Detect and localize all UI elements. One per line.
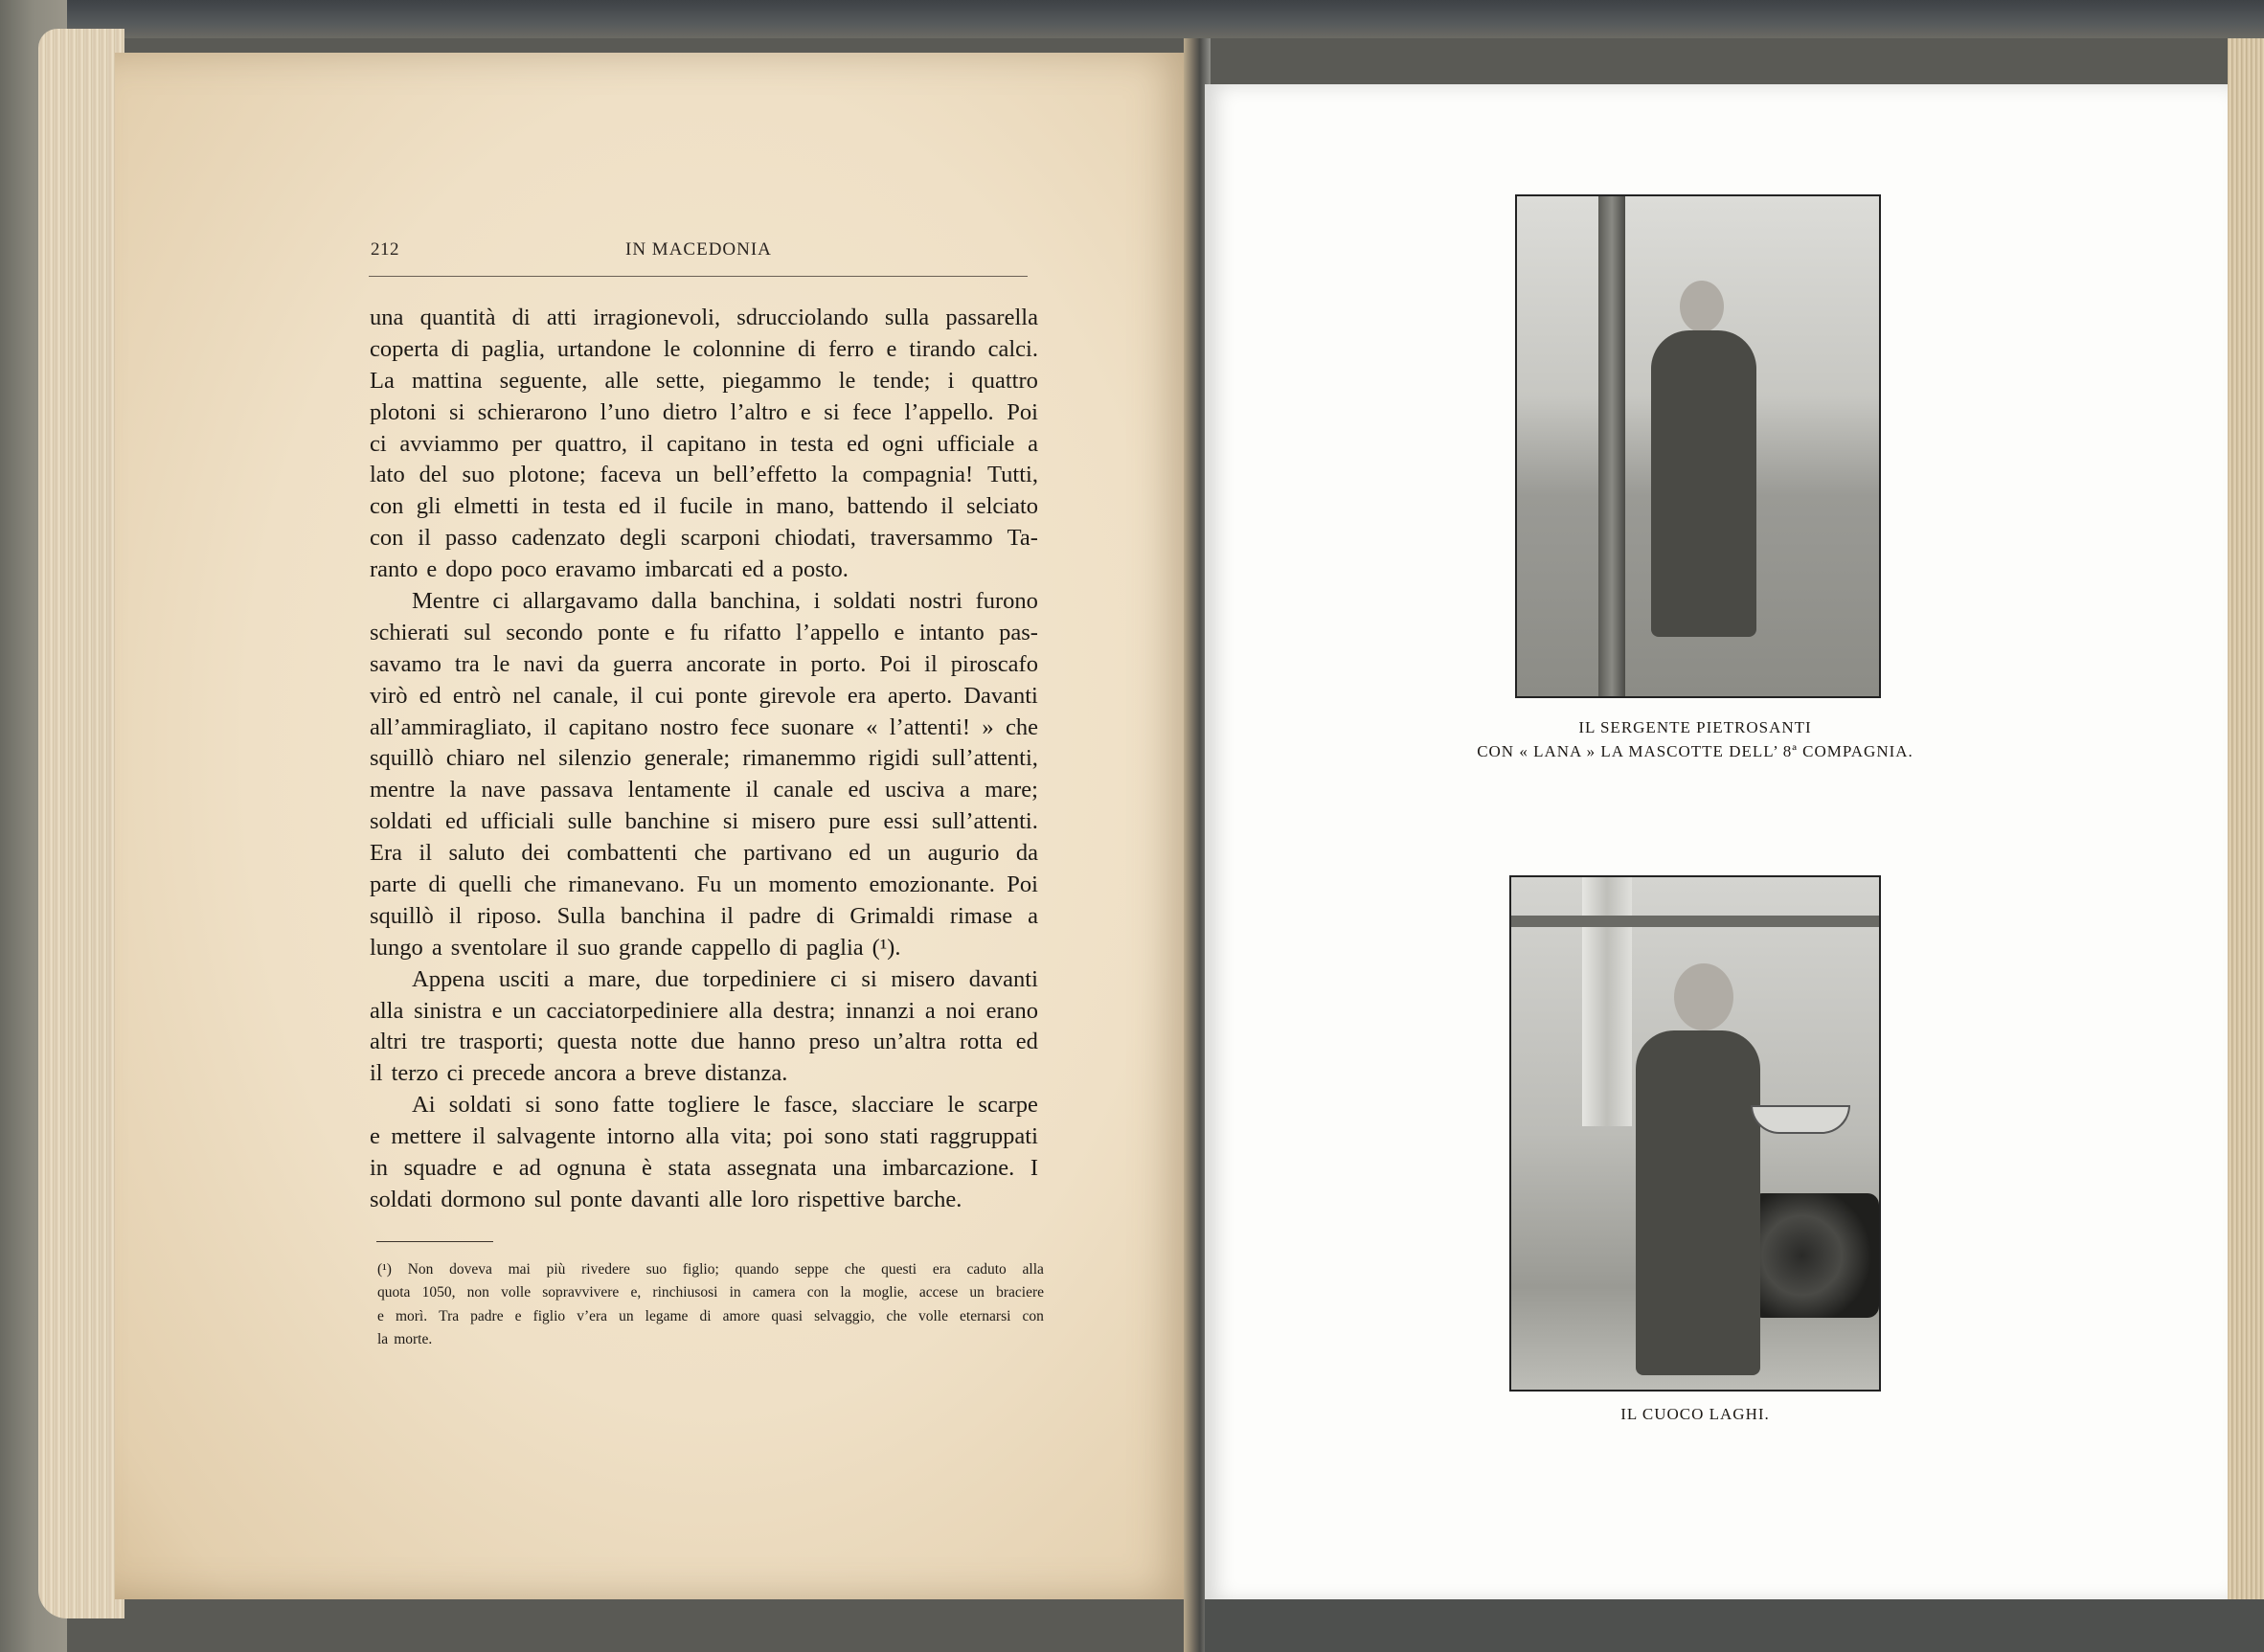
text-line: e morì. Tra padre e figlio v’era un legame di amore quasi selvaggio, che volle eternarsi con [377, 1307, 1044, 1324]
text-line: altri tre trasporti; questa notte due hanno preso un’altra rotta ed [370, 1029, 1038, 1055]
text-line: con gli elmetti in testa ed il fucile in mano, battendo il selciato [370, 493, 1038, 520]
table-surface [1205, 1599, 2264, 1652]
text-line: una quantità di atti irragionevoli, sdrucciolando sulla passarella [370, 305, 1038, 330]
text-line: La mattina seguente, alle sette, piegammo le tende; i quattro [370, 367, 1038, 394]
text-line: lato del suo plotone; faceva un bell’effetto la compagnia! Tutti, [370, 462, 1038, 488]
text-line: Appena usciti a mare, due torpediniere ci si misero davanti [412, 965, 1038, 992]
text-line: squillò chiaro nel silenzio generale; rimanemmo rigidi sull’attenti, [370, 745, 1038, 772]
page-number: 212 [371, 239, 399, 260]
header-rule [369, 276, 1028, 277]
photo-cook [1509, 875, 1881, 1392]
text-line: con il passo cadenzato degli scarponi chiodati, traversammo Ta- [370, 525, 1038, 552]
text-line: e mettere il salvagente intorno alla vita; poi sono stati raggruppati [370, 1123, 1038, 1150]
machinery [1751, 1193, 1879, 1318]
text-line: soldati dormono sul ponte davanti alle loro rispettive barche. [370, 1186, 962, 1212]
footnote-rule [376, 1241, 493, 1242]
stone-column [1582, 877, 1632, 1126]
text-line: virò ed entrò nel canale, il cui ponte girevole era aperto. Davanti [370, 682, 1038, 709]
text-line: mentre la nave passava lentamente il canale ed usciva a mare; [370, 777, 1038, 803]
text-line: quota 1050, non volle sopravvivere e, rinchiusosi in camera con la moglie, accese un braciere [377, 1284, 1044, 1301]
text-line: in squadre e ad ognuna è stata assegnata una imbarcazione. I [370, 1155, 1038, 1182]
body-text [370, 303, 1038, 1216]
text-line: squillò il riposo. Sulla banchina il padre di Grimaldi rimase a [370, 902, 1038, 929]
text-line: lungo a sventolare il suo grande cappello di paglia (¹). [370, 934, 901, 961]
running-head: IN MACEDONIA [625, 239, 772, 260]
text-line: ranto e dopo poco eravamo imbarcati ed a posto. [370, 556, 849, 583]
text-line: coperta di paglia, urtandone le colonnine di ferro e tirando calci. [370, 335, 1038, 362]
text-line: plotoni si schierarono l’uno dietro l’altro e si fece l’appello. Poi [370, 398, 1038, 425]
text-line: Ai soldati si sono fatte togliere le fasce, slacciare le scarpe [412, 1092, 1038, 1119]
book-binding-top [0, 0, 2264, 38]
text-line: la morte. [377, 1330, 433, 1347]
figure-head [1680, 281, 1724, 332]
caption-photo-1-line-1: IL SERGENTE PIETROSANTI [1578, 718, 1812, 736]
page-edges-left [38, 29, 125, 1618]
text-line: il terzo ci precede ancora a breve distanza. [370, 1060, 788, 1087]
text-line: parte di quelli che rimanevano. Fu un momento emozionante. Poi [370, 871, 1038, 898]
text-line: all’ammiragliato, il capitano nostro fece suonare « l’attenti! » che [370, 713, 1038, 740]
footnote [377, 1258, 1044, 1351]
page-edges-right [2228, 38, 2264, 1647]
cooking-pan [1751, 1105, 1850, 1134]
text-line: schierati sul secondo ponte e fu rifatto l’appello e intanto pas- [370, 619, 1038, 645]
text-line: ci avviammo per quattro, il capitano in testa ed ogni ufficiale a [370, 430, 1038, 457]
photo-sergeant [1515, 194, 1881, 698]
caption-photo-1-line-2: CON « LANA » LA MASCOTTE DELL’ 8ª COMPAGNIA. [1477, 742, 1913, 760]
wooden-pole [1598, 196, 1625, 696]
text-line: savamo tra le navi da guerra ancorate in porto. Poi il piroscafo [370, 650, 1038, 677]
caption-photo-2: IL CUOCO LAGHI. [1620, 1405, 1770, 1423]
text-line: Mentre ci allargavamo dalla banchina, i soldati nostri furono [412, 588, 1038, 615]
figure-body [1636, 1030, 1760, 1375]
text-line: alla sinistra e un cacciatorpediniere alla destra; innanzi a noi erano [370, 997, 1038, 1024]
figure-body [1651, 330, 1756, 637]
figure-head [1674, 963, 1733, 1030]
text-line: soldati ed ufficiali sulle banchine si misero pure essi sull’attenti. [370, 808, 1038, 835]
text-line: Era il saluto dei combattenti che partivano ed un augurio da [370, 840, 1038, 867]
wall-ledge [1511, 916, 1879, 927]
text-line: (¹) Non doveva mai più rivedere suo figlio; quando seppe che questi era caduto alla [377, 1261, 1044, 1278]
